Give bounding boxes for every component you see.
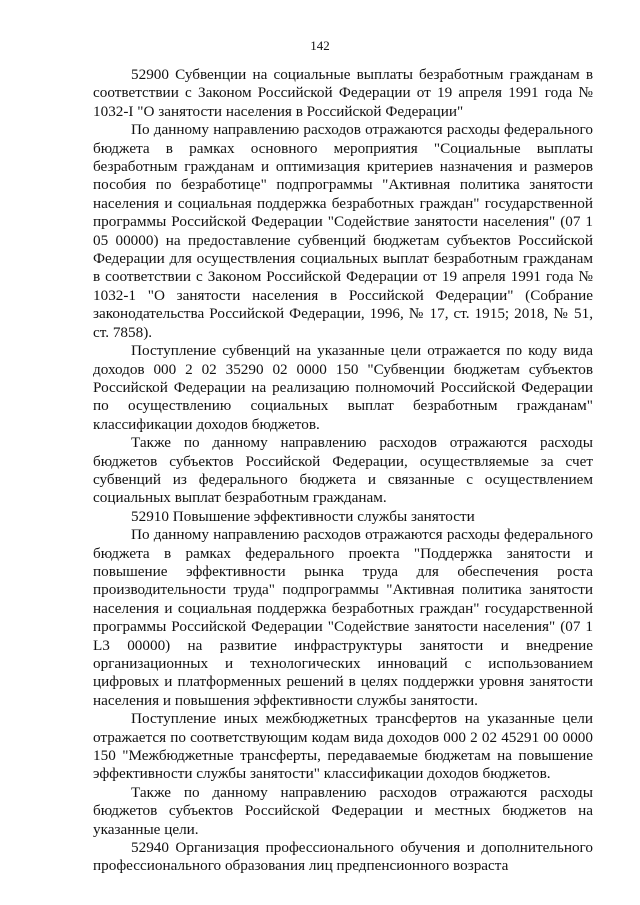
section-heading-52900: 52900 Субвенции на социальные выплаты безработным гражданам в соответствии с Законом Российской Федерации от 19 апреля 1991 года № 1032-I "О занятости населения в Российской Федерации" bbox=[93, 66, 593, 120]
paragraph: Также по данному направлению расходов отражаются расходы бюджетов субъектов Российской Федерации, осуществляемые за счет субвенций из федерального бюджета и связанные с осуществлением социальных выплат безработным гражданам. bbox=[93, 434, 593, 507]
paragraph: Поступление иных межбюджетных трансфертов на указанные цели отражается по соответствующим кодам вида доходов 000 2 02 45291 00 0000 150 "Межбюджетные трансферты, передаваемые бюджетам на повышение эффективности службы занятости" классификации доходов бюджетов. bbox=[93, 710, 593, 783]
paragraph: По данному направлению расходов отражаются расходы федерального бюджета в рамках федерального проекта "Поддержка занятости и повышение эффективности рынка труда для обеспечения роста производительности труда" подпрограммы "Активная политика занятости населения и социальная поддержка безработных граждан" государственной программы Российской Федерации "Содействие занятости населения" (07 1 L3 00000) на развитие инфраструктуры занятости и внедрение организационных и технологических инноваций с использованием цифровых и платформенных решений в целях поддержки уровня занятости населения и повышения эффективности службы занятости. bbox=[93, 526, 593, 709]
paragraph: По данному направлению расходов отражаются расходы федерального бюджета в рамках основного мероприятия "Социальные выплаты безработным гражданам и оптимизация критериев назначения и размеров пособия по безработице" подпрограммы "Активная политика занятости населения и социальная поддержка безработных граждан" государственной программы Российской Федерации "Содействие занятости населения" (07 1 05 00000) на предоставление субвенций бюджетам субъектов Российской Федерации для осуществления социальных выплат безработным гражданам в соответствии с Законом Российской Федерации от 19 апреля 1991 года № 1032-1 "О занятости населения в Российской Федерации" (Собрание законодательства Российской Федерации, 1996, № 17, ст. 1915; 2018, № 51, ст. 7858). bbox=[93, 121, 593, 341]
section-heading-52940: 52940 Организация профессионального обучения и дополнительного профессионального образования лиц предпенсионного возраста bbox=[93, 839, 593, 875]
paragraph: Также по данному направлению расходов отражаются расходы бюджетов субъектов Российской Федерации и местных бюджетов на указанные цели. bbox=[93, 783, 593, 838]
page-number: 142 bbox=[310, 38, 330, 53]
document-body bbox=[93, 66, 593, 876]
paragraph: Поступление субвенций на указанные цели отражается по коду вида доходов 000 2 02 35290 02 0000 150 "Субвенции бюджетам субъектов Российской Федерации на реализацию полномочий Российской Федерации по осуществлению социальных выплат безработным гражданам" классификации доходов бюджетов. bbox=[93, 342, 593, 433]
section-heading-52910: 52910 Повышение эффективности службы занятости bbox=[131, 507, 475, 525]
